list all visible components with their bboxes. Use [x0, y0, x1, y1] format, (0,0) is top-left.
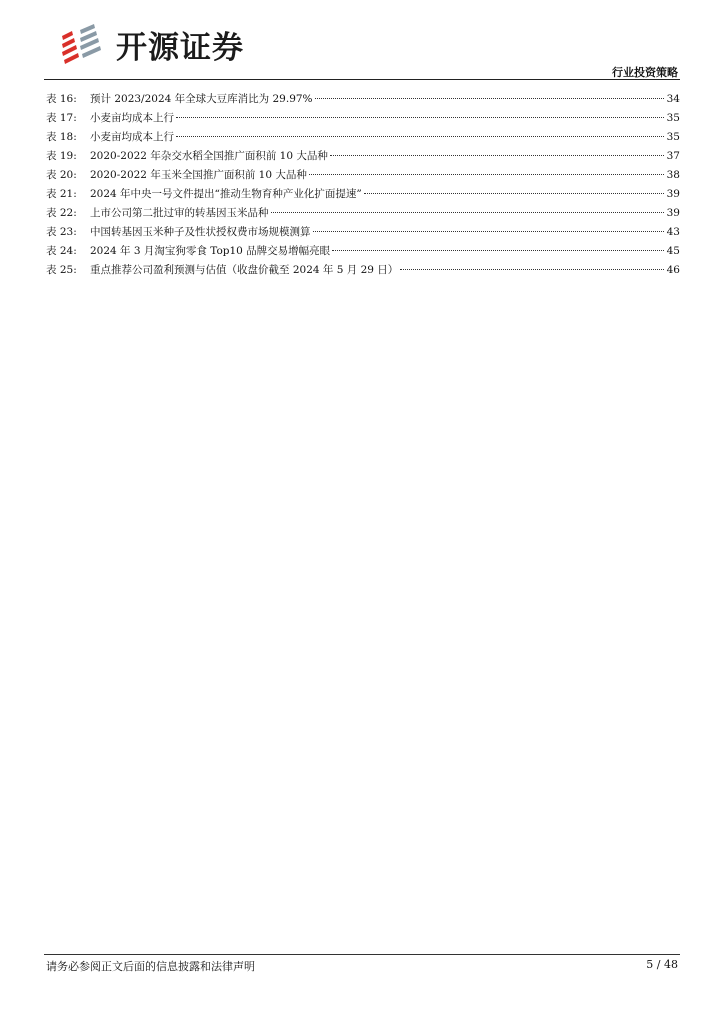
toc-entry-label: 表 25:: [46, 264, 77, 276]
toc-entry-title[interactable]: 2020-2022 年玉米全国推广面积前 10 大品种: [90, 169, 307, 181]
toc-entry-page[interactable]: 37: [666, 150, 680, 162]
toc-entry-label: 表 17:: [46, 112, 77, 124]
legal-disclaimer: 请务必参阅正文后面的信息披露和法律声明: [46, 960, 255, 973]
toc-entry-page[interactable]: 39: [666, 207, 680, 219]
header-divider: [44, 79, 680, 80]
toc-entry-title[interactable]: 小麦亩均成本上行: [90, 131, 174, 143]
toc-entry[interactable]: [46, 166, 680, 185]
toc-entry[interactable]: [46, 242, 680, 261]
toc-entry-label: 表 16:: [46, 93, 77, 105]
toc-entry-label: 表 22:: [46, 207, 77, 219]
toc-entry-label: 表 24:: [46, 245, 77, 257]
report-type-label: 行业投资策略: [612, 66, 678, 79]
toc-entry-label: 表 20:: [46, 169, 77, 181]
toc-dot-leader: [364, 193, 664, 194]
toc-entry-label: 表 23:: [46, 226, 77, 238]
toc-entry[interactable]: [46, 185, 680, 204]
toc-entry-title[interactable]: 2024 年中央一号文件提出“推动生物育种产业化扩面提速”: [90, 188, 362, 200]
toc-dot-leader: [330, 155, 664, 156]
toc-entry-page[interactable]: 34: [666, 93, 680, 105]
toc-entry-title[interactable]: 2020-2022 年杂交水稻全国推广面积前 10 大品种: [90, 150, 328, 162]
kaiyuan-logo-icon: [58, 22, 110, 66]
toc-entry-page[interactable]: 35: [666, 112, 680, 124]
brand-logo: [58, 22, 244, 66]
table-of-contents: [46, 90, 680, 280]
toc-entry-page[interactable]: 43: [666, 226, 680, 238]
page-indicator: 5 / 48: [646, 958, 678, 971]
toc-entry-title[interactable]: 小麦亩均成本上行: [90, 112, 174, 124]
toc-entry[interactable]: [46, 128, 680, 147]
toc-entry[interactable]: [46, 109, 680, 128]
toc-entry-title[interactable]: 预计 2023/2024 年全球大豆库消比为 29.97%: [90, 93, 313, 105]
toc-entry[interactable]: [46, 147, 680, 166]
brand-name: 开源证券: [116, 29, 244, 66]
toc-dot-leader: [176, 136, 664, 137]
toc-entry-title[interactable]: 2024 年 3 月淘宝狗零食 Top10 品牌交易增幅亮眼: [90, 245, 331, 257]
toc-dot-leader: [271, 212, 665, 213]
toc-entry-title[interactable]: 重点推荐公司盈利预测与估值（收盘价截至 2024 年 5 月 29 日）: [90, 264, 399, 276]
toc-dot-leader: [332, 250, 664, 251]
toc-dot-leader: [309, 174, 664, 175]
toc-dot-leader: [176, 117, 664, 118]
toc-dot-leader: [313, 231, 665, 232]
toc-entry-page[interactable]: 38: [666, 169, 680, 181]
toc-entry-page[interactable]: 46: [666, 264, 680, 276]
toc-entry-label: 表 21:: [46, 188, 77, 200]
toc-dot-leader: [315, 98, 664, 99]
toc-entry-page[interactable]: 45: [666, 245, 680, 257]
toc-entry-title[interactable]: 中国转基因玉米种子及性状授权费市场规模测算: [90, 226, 311, 238]
footer-divider: [44, 954, 680, 955]
toc-dot-leader: [400, 269, 664, 270]
toc-entry-label: 表 19:: [46, 150, 77, 162]
toc-entry[interactable]: [46, 261, 680, 280]
toc-entry[interactable]: [46, 204, 680, 223]
toc-entry-label: 表 18:: [46, 131, 77, 143]
toc-entry[interactable]: [46, 90, 680, 109]
toc-entry-page[interactable]: 35: [666, 131, 680, 143]
toc-entry-page[interactable]: 39: [666, 188, 680, 200]
toc-entry[interactable]: [46, 223, 680, 242]
toc-entry-title[interactable]: 上市公司第二批过审的转基因玉米品种: [90, 207, 269, 219]
